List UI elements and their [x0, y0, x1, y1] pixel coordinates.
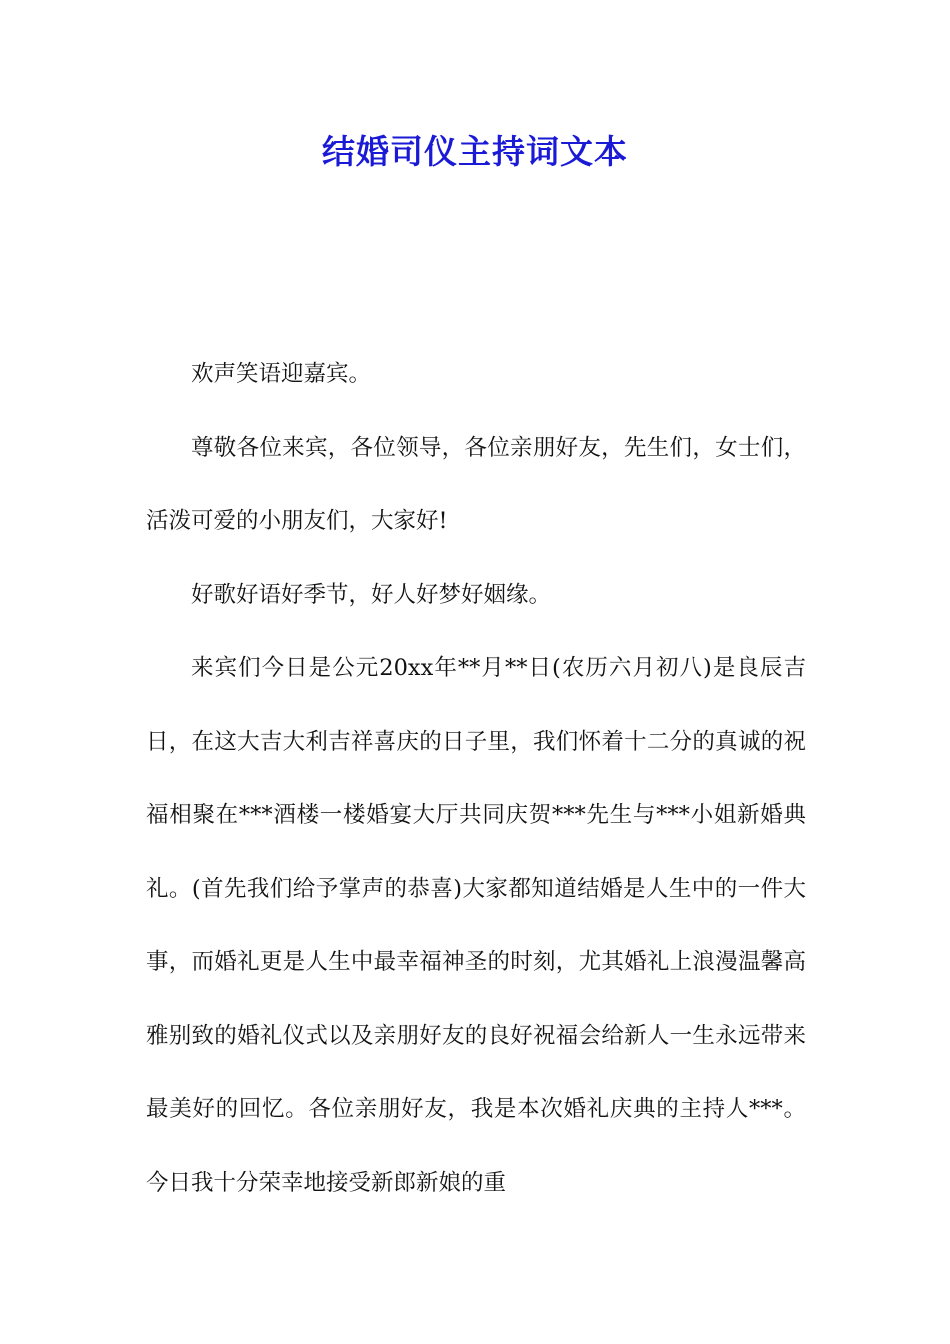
document-title: 结婚司仪主持词文本	[322, 132, 628, 171]
paragraph-salutation: 尊敬各位来宾，各位领导，各位亲朋好友，先生们，女士们，活泼可爱的小朋友们，大家好!	[146, 434, 806, 534]
paragraph-couplet: 好歌好语好季节，好人好梦好姻缘。	[191, 581, 552, 608]
paragraph-greeting-line: 欢声笑语迎嘉宾。	[191, 361, 372, 387]
document-body	[146, 338, 806, 1220]
paragraph-opening-speech: 来宾们今日是公元20xx年**月**日(农历六月初八)是良辰吉日，在这大吉大利吉祥喜庆的日子里，我们怀着十二分的真诚的祝福相聚在***酒楼一楼婚宴大厅共同庆贺***先生与***小姐新婚典礼。(首先我们给予掌声的恭喜)大家都知道结婚是人生中的一件大事，而婚礼更是人生中最幸福神圣的时刻，尤其婚礼上浪漫温馨高雅别致的婚礼仪式以及亲朋好友的良好祝福会给新人一生永远带来最美好的回忆。各位亲朋好友，我是本次婚礼庆典的主持人***。今日我十分荣幸地接受新郎新娘的重	[146, 655, 806, 1196]
